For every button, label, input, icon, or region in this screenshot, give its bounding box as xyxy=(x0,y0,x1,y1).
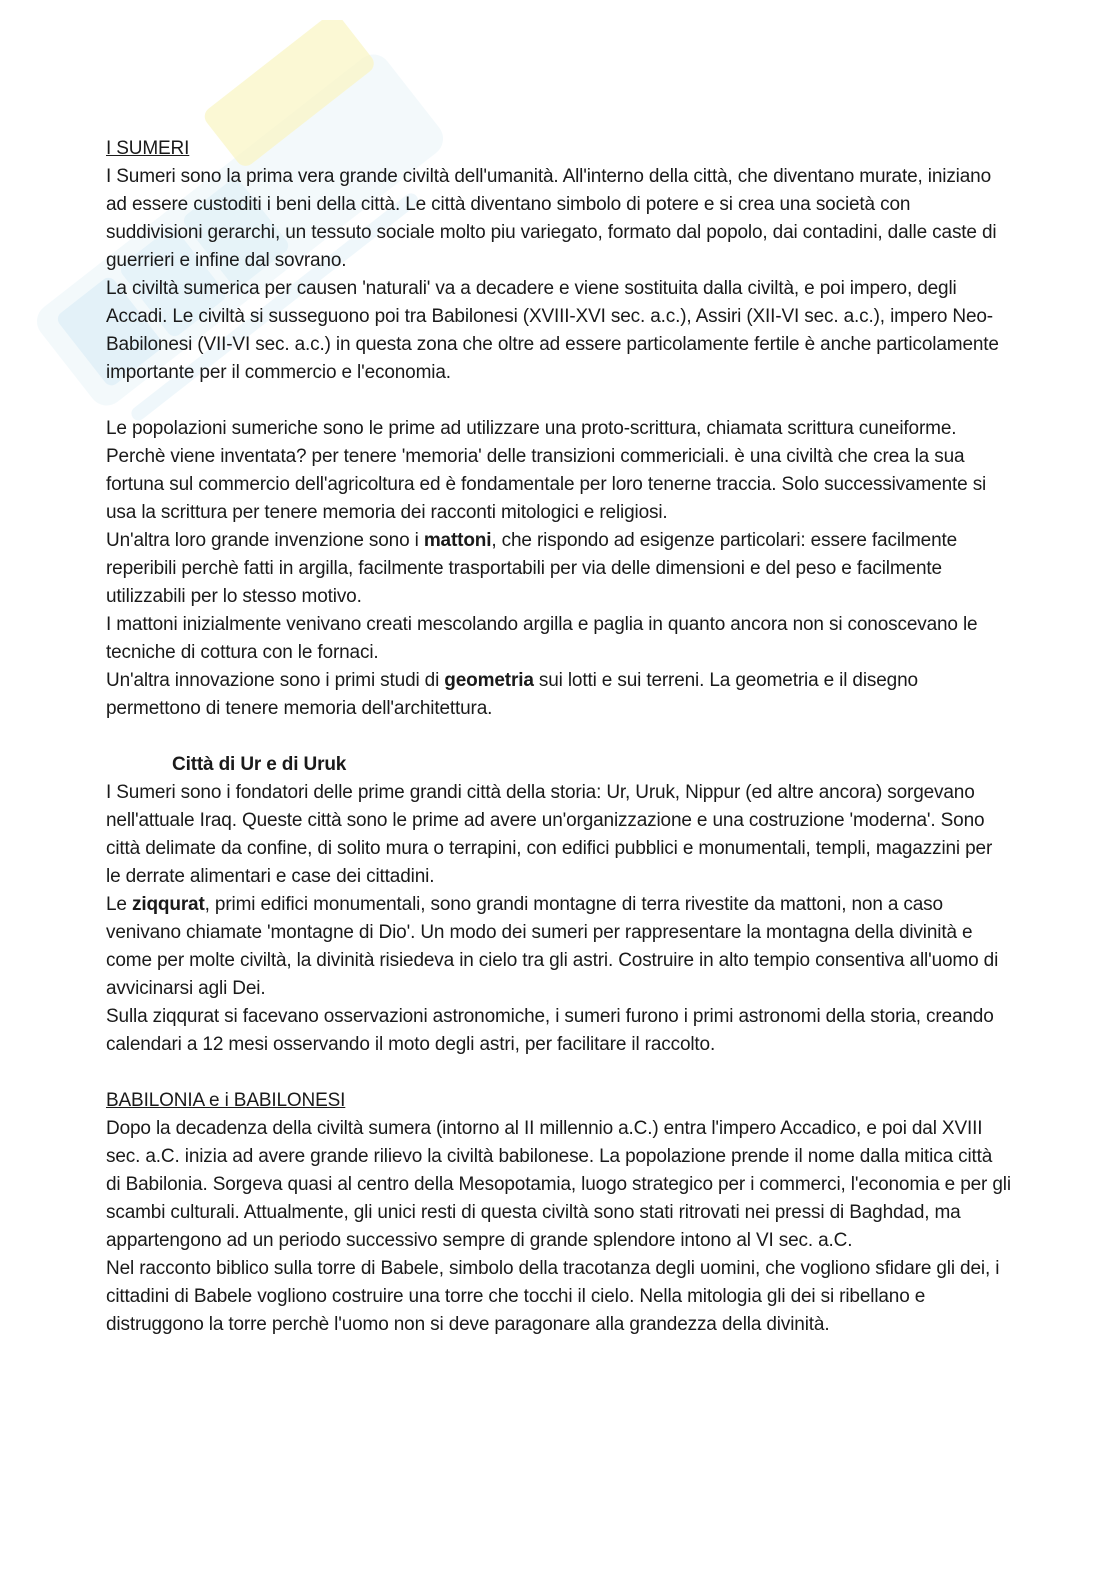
paragraph: I Sumeri sono i fondatori delle prime grandi città della storia: Ur, Uruk, Nippur (ed altre ancora) sorgevano nell'attuale Iraq. Queste città sono le prime ad avere un'organizzazione e una costruzione 'moderna'. Sono città delimate da confine, di solito mura o terrapini, con edifici pubblici e monumentali, templi, magazzini per le derrate alimentari e case dei cittadini. xyxy=(106,782,993,887)
paragraph: Sulla ziqqurat si facevano osservazioni astronomiche, i sumeri furono i primi astronomi della storia, creando calendari a 12 mesi osservando il moto degli astri, per facilitare il raccolto. xyxy=(106,1006,994,1055)
section-title-babilonia: BABILONIA e i BABILONESI xyxy=(106,1090,346,1111)
paragraph: Le ziqqurat, primi edifici monumentali, sono grandi montagne di terra rivestite da mattoni, non a caso venivano chiamate 'montagne di Dio'. Un modo dei sumeri per rappresentare la montagna della divinità e come per molte civiltà, la divinità risiedeva in cielo tra gli astri. Costruire in alto tempio consentiva all'uomo di avvicinarsi agli Dei. xyxy=(106,894,999,999)
section-title-sumeri: I SUMERI xyxy=(106,138,190,159)
bold-term: ziqqurat xyxy=(131,894,205,915)
bold-term: geometria xyxy=(444,670,534,691)
paragraph: Dopo la decadenza della civiltà sumera (intorno al II millennio a.C.) entra l'impero Accadico, e poi dal XVIII sec. a.C. inizia ad avere grande rilievo la civiltà babilonese. La popolazione prende il nome dalla mitica città di Babilonia. Sorgeva quasi al centro della Mesopotamia, luogo strategico per i commerci, l'economia e per gli scambi culturali. Attualmente, gli unici resti di questa civiltà sono stati ritrovati nei pressi di Baghdad, ma appartengono ad un periodo successivo sempre di grande splendore intono al VI sec. a.C. xyxy=(106,1118,1011,1251)
paragraph: Un'altra innovazione sono i primi studi di geometria sui lotti e sui terreni. La geometria e il disegno permettono di tenere memoria dell'architettura. xyxy=(106,670,918,719)
bold-term: mattoni xyxy=(423,530,492,551)
paragraph: I Sumeri sono la prima vera grande civiltà dell'umanità. All'interno della città, che diventano murate, iniziano ad essere custoditi i beni della città. Le città diventano simbolo di potere e si crea una società con suddivisioni gerarchi, un tessuto sociale molto piu variegato, formato dal popolo, dai contadini, dalle caste di guerrieri e infine dal sovrano. xyxy=(106,166,997,271)
paragraph: I mattoni inizialmente venivano creati mescolando argilla e paglia in quanto ancora non si conoscevano le tecniche di cottura con le fornaci. xyxy=(106,614,978,663)
paragraph: Le popolazioni sumeriche sono le prime ad utilizzare una proto-scrittura, chiamata scrittura cuneiforme. Perchè viene inventata? per tenere 'memoria' delle transizioni commericiali. è una civiltà che crea la sua fortuna sul commercio dell'agricoltura ed è fondamentale per loro tenerne traccia. Solo successivamente si usa la scrittura per tenere memoria dei racconti mitologici e religiosi. xyxy=(106,418,987,523)
document-page xyxy=(106,135,1011,1339)
paragraph: Nel racconto biblico sulla torre di Babele, simbolo della tracotanza degli uomini, che vogliono sfidare gli dei, i cittadini di Babele vogliono costruire una torre che tocchi il cielo. Nella mitologia gli dei si ribellano e distruggono la torre perchè l'uomo non si deve paragonare alla grandezza della divinità. xyxy=(106,1258,1000,1335)
section-title-ur-uruk: Città di Ur e di Uruk xyxy=(172,754,347,775)
paragraph: La civiltà sumerica per causen 'naturali' va a decadere e viene sostituita dalla civiltà, e poi impero, degli Accadi. Le civiltà si susseguono poi tra Babilonesi (XVIII-XVI sec. a.c.), Assiri (XII-VI sec. a.c.), impero Neo-Babilonesi (VII-VI sec. a.c.) in questa zona che oltre ad essere particolamente fertile è anche particolamente importante per il commercio e l'economia. xyxy=(106,278,999,383)
paragraph: Un'altra loro grande invenzione sono i mattoni, che rispondo ad esigenze particolari: essere facilmente reperibili perchè fatti in argilla, facilmente trasportabili per via delle dimensioni e del peso e facilmente utilizzabili per lo stesso motivo. xyxy=(106,530,958,607)
